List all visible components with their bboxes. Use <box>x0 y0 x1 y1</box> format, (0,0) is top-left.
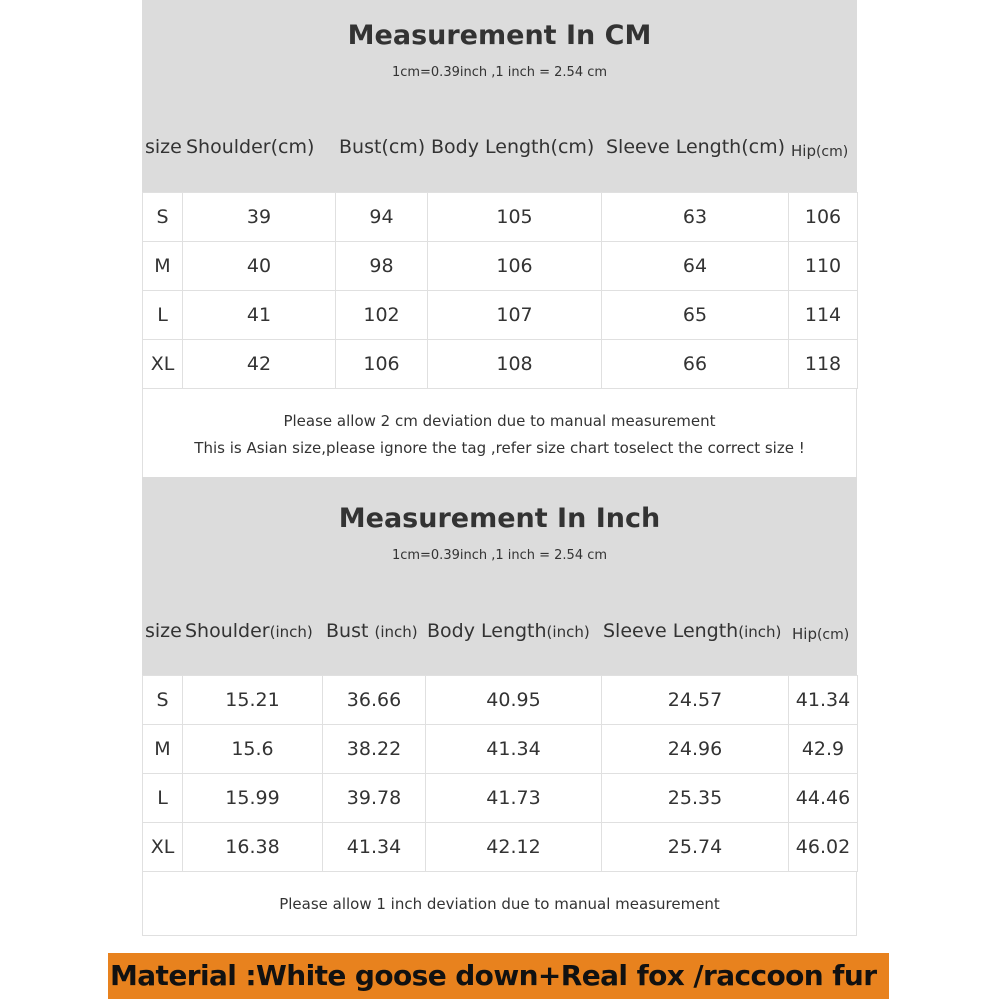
cm-header-body-length: Body Length(cm) <box>431 136 595 158</box>
sleeve-length-cell: 25.35 <box>602 774 789 823</box>
size-cell: XL <box>143 823 183 872</box>
table-row <box>143 193 858 242</box>
cm-header-sleeve-length: Sleeve Length(cm) <box>606 136 786 158</box>
size-cell: M <box>143 725 183 774</box>
material-banner: Material :White goose down+Real fox /raccoon fur <box>108 953 889 999</box>
inch-header-shoulder: Shoulder(inch) <box>185 620 313 642</box>
inch-header-body-length: Body Length(inch) <box>427 620 590 642</box>
size-cell: L <box>143 291 183 340</box>
inch-header-size: size <box>145 620 182 642</box>
body-length-cell: 42.12 <box>426 823 602 872</box>
sleeve-length-cell: 65 <box>602 291 789 340</box>
inch-chart-title: Measurement In Inch <box>338 503 661 534</box>
cm-header-bust: Bust(cm) <box>339 136 426 158</box>
size-cell: L <box>143 774 183 823</box>
inch-chart-conversion: 1cm=0.39inch ,1 inch = 2.54 cm <box>391 548 608 563</box>
body-length-cell: 105 <box>428 193 602 242</box>
inch-chart-note <box>142 872 857 936</box>
body-length-cell: 41.73 <box>426 774 602 823</box>
cm-chart-title: Measurement In CM <box>347 20 652 51</box>
hip-cell: 110 <box>789 242 858 291</box>
hip-cell: 42.9 <box>789 725 858 774</box>
cm-header-size: size <box>145 136 182 158</box>
body-length-cell: 106 <box>428 242 602 291</box>
bust-cell: 39.78 <box>323 774 426 823</box>
size-cell: M <box>143 242 183 291</box>
inch-size-chart <box>142 477 857 936</box>
bust-cell: 36.66 <box>323 676 426 725</box>
sleeve-length-cell: 24.96 <box>602 725 789 774</box>
bust-cell: 102 <box>336 291 428 340</box>
hip-cell: 106 <box>789 193 858 242</box>
body-length-cell: 107 <box>428 291 602 340</box>
shoulder-cell: 39 <box>183 193 336 242</box>
shoulder-cell: 15.99 <box>183 774 323 823</box>
shoulder-cell: 40 <box>183 242 336 291</box>
body-length-cell: 40.95 <box>426 676 602 725</box>
cm-chart-header <box>142 0 857 192</box>
size-cell: S <box>143 676 183 725</box>
body-length-cell: 41.34 <box>426 725 602 774</box>
shoulder-cell: 15.6 <box>183 725 323 774</box>
sleeve-length-cell: 66 <box>602 340 789 389</box>
table-row <box>143 676 858 725</box>
shoulder-cell: 42 <box>183 340 336 389</box>
inch-header-hip: Hip(cm) <box>792 625 850 643</box>
bust-cell: 106 <box>336 340 428 389</box>
inch-header-sleeve-length: Sleeve Length(inch) <box>603 620 782 642</box>
table-row <box>143 725 858 774</box>
hip-cell: 44.46 <box>789 774 858 823</box>
shoulder-cell: 16.38 <box>183 823 323 872</box>
table-row <box>143 242 858 291</box>
cm-header-shoulder: Shoulder(cm) <box>186 136 315 158</box>
table-row <box>143 823 858 872</box>
deviation-note: Please allow 1 inch deviation due to manual measurement <box>279 895 720 913</box>
deviation-note: Please allow 2 cm deviation due to manual measurement <box>283 412 716 430</box>
bust-cell: 38.22 <box>323 725 426 774</box>
table-row <box>143 340 858 389</box>
table-row <box>143 774 858 823</box>
bust-cell: 41.34 <box>323 823 426 872</box>
hip-cell: 41.34 <box>789 676 858 725</box>
hip-cell: 46.02 <box>789 823 858 872</box>
inch-header-bust: Bust (inch) <box>326 620 418 642</box>
size-cell: XL <box>143 340 183 389</box>
shoulder-cell: 41 <box>183 291 336 340</box>
cm-header-hip: Hip(cm) <box>791 142 849 160</box>
cm-chart-note <box>142 389 857 478</box>
shoulder-cell: 15.21 <box>183 676 323 725</box>
cm-chart-conversion: 1cm=0.39inch ,1 inch = 2.54 cm <box>391 65 608 80</box>
inch-chart-header <box>142 477 857 675</box>
sleeve-length-cell: 64 <box>602 242 789 291</box>
asian-size-note: This is Asian size,please ignore the tag ,refer size chart toselect the correct size ! <box>194 439 805 457</box>
size-cell: S <box>143 193 183 242</box>
hip-cell: 118 <box>789 340 858 389</box>
bust-cell: 98 <box>336 242 428 291</box>
cm-size-chart <box>142 0 857 478</box>
sleeve-length-cell: 63 <box>602 193 789 242</box>
hip-cell: 114 <box>789 291 858 340</box>
bust-cell: 94 <box>336 193 428 242</box>
sleeve-length-cell: 24.57 <box>602 676 789 725</box>
table-row <box>143 291 858 340</box>
inch-size-table <box>142 675 858 872</box>
cm-size-table <box>142 192 858 389</box>
sleeve-length-cell: 25.74 <box>602 823 789 872</box>
body-length-cell: 108 <box>428 340 602 389</box>
